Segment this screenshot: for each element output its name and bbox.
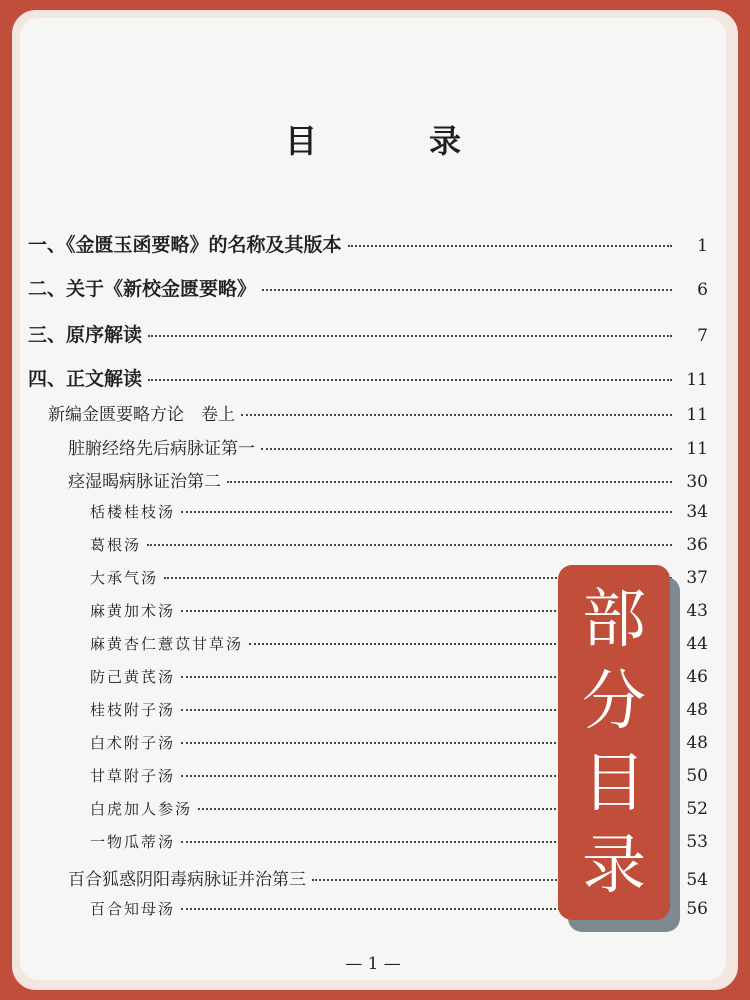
toc-entry-page: 50 xyxy=(686,766,708,786)
toc-entry xyxy=(28,364,708,391)
toc-entry-page: 53 xyxy=(686,832,708,852)
page-number-footer: — 1 — xyxy=(345,954,401,974)
toc-entry-page: 52 xyxy=(686,799,708,819)
toc-entry xyxy=(28,230,708,257)
leader-dots xyxy=(227,481,672,483)
toc-entry-label: 白术附子汤 xyxy=(90,734,176,752)
leader-dots xyxy=(241,414,672,416)
badge-char: 分 xyxy=(582,664,646,739)
leader-dots xyxy=(262,289,672,291)
toc-entry xyxy=(28,274,708,301)
toc-entry-page: 11 xyxy=(686,370,708,390)
toc-entry-label: 葛根汤 xyxy=(90,536,142,554)
toc-entry-page: 11 xyxy=(686,405,708,425)
toc-entry xyxy=(68,467,708,492)
toc-entry-page: 34 xyxy=(686,502,708,522)
leader-dots xyxy=(181,511,672,513)
partial-toc-badge xyxy=(558,565,670,920)
toc-entry xyxy=(90,501,708,522)
leader-dots xyxy=(261,448,672,450)
toc-entry xyxy=(28,320,708,347)
leader-dots xyxy=(147,544,672,546)
toc-entry-page: 1 xyxy=(697,236,708,256)
toc-entry-label: 麻黄杏仁薏苡甘草汤 xyxy=(90,635,244,653)
leader-dots xyxy=(348,245,672,247)
toc-entry xyxy=(48,400,708,425)
toc-entry-label: 甘草附子汤 xyxy=(90,767,176,785)
toc-entry-page: 44 xyxy=(686,634,708,654)
toc-entry-page: 7 xyxy=(697,326,708,346)
toc-entry-label: 百合知母汤 xyxy=(90,900,176,918)
toc-entry-page: 48 xyxy=(686,700,708,720)
toc-entry-label: 桂枝附子汤 xyxy=(90,701,176,719)
toc-entry-label: 三、原序解读 xyxy=(28,324,143,346)
leader-dots xyxy=(148,335,672,337)
badge-char: 目 xyxy=(582,746,646,821)
badge-char: 录 xyxy=(582,828,646,903)
toc-entry-page: 54 xyxy=(686,870,708,890)
toc-entry-page: 36 xyxy=(686,535,708,555)
toc-entry-page: 43 xyxy=(686,601,708,621)
toc-entry-label: 二、关于《新校金匮要略》 xyxy=(28,278,257,300)
toc-entry xyxy=(68,434,708,459)
page-title: 目 录 xyxy=(284,122,501,160)
toc-entry-page: 56 xyxy=(686,899,708,919)
toc-entry-label: 一、《金匮玉函要略》的名称及其版本 xyxy=(28,234,342,256)
toc-entry-label: 防己黄芪汤 xyxy=(90,668,176,686)
badge-char: 部 xyxy=(582,582,646,657)
toc-entry-label: 脏腑经络先后病脉证第一 xyxy=(68,439,255,459)
toc-entry-page: 6 xyxy=(697,280,708,300)
toc-entry-page: 30 xyxy=(686,472,708,492)
toc-entry-label: 新编金匮要略方论 卷上 xyxy=(48,405,235,425)
toc-entry-label: 麻黄加术汤 xyxy=(90,602,176,620)
toc-entry-label: 一物瓜蒂汤 xyxy=(90,833,176,851)
toc-entry xyxy=(90,534,708,555)
toc-entry-page: 46 xyxy=(686,667,708,687)
toc-entry-page: 11 xyxy=(686,439,708,459)
leader-dots xyxy=(148,379,672,381)
toc-entry-label: 四、正文解读 xyxy=(28,368,143,390)
toc-entry-page: 48 xyxy=(686,733,708,753)
toc-entry-label: 大承气汤 xyxy=(90,569,159,587)
toc-entry-label: 栝楼桂枝汤 xyxy=(90,503,176,521)
toc-entry-label: 百合狐惑阴阳毒病脉证并治第三 xyxy=(68,870,306,890)
toc-entry-page: 37 xyxy=(686,568,708,588)
toc-entry-label: 痉湿暍病脉证治第二 xyxy=(68,472,221,492)
toc-entry-label: 白虎加人参汤 xyxy=(90,800,193,818)
